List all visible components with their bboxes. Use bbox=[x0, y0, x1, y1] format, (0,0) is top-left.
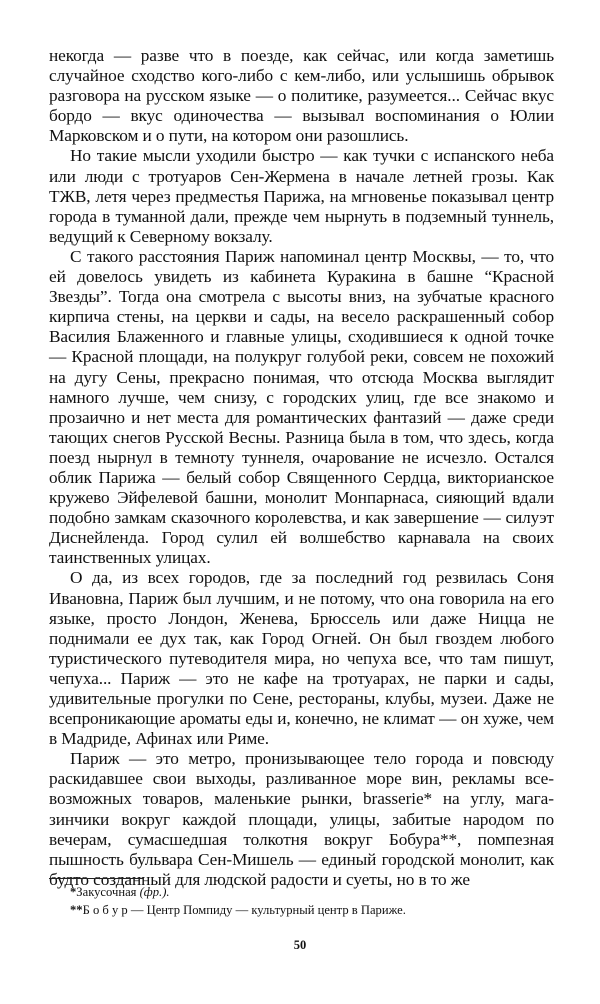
paragraph: С такого расстояния Париж напоминал центр Москвы, — то, что ей довелось увидеть из кабинета Куракина в башне “Красной Звезды”. Тогда она смотрела с высоты вниз, на зубчатые красного кирпича стены, на церкви и сады, на весело раскрашенный собор Василия Блаженного и главные улицы, сходившиеся к одной точке — Красной площади, на полукруг голубой реки, совсем не похожий на дугу Сены, прекрасно понимая, что отсюда Москва выглядит намного лучше, чем снизу, с городских улиц, где все знакомо и прозаично и нет места для романтических фантазий — даже среди тающих снегов Русской Весны. Разница была в том, что здесь, когда поезд нырнул в темноту туннеля, очарование не исчезло. Остался облик Парижа — белый собор Священного Сердца, викторианское кружево Эйфелевой башни, монолит Монпарнаса, сияющий вдали подобно замкам сказочного королевства, и как завершение — силуэт Диснейленда. Город сулил ей волшебство карнавала на своих таинственных улицах. bbox=[49, 246, 554, 568]
footnote-mark: * bbox=[70, 885, 77, 899]
footnote-divider bbox=[49, 878, 143, 879]
footnote-term: Б о б у р bbox=[82, 902, 128, 917]
footnote-term: Закусочная bbox=[76, 885, 137, 899]
footnote-note: — Центр Помпиду — культурный центр в Париже. bbox=[130, 902, 406, 917]
body-text bbox=[49, 46, 554, 890]
page-number: 50 bbox=[293, 938, 307, 952]
footnote-note: (фр.). bbox=[139, 885, 170, 899]
footnote bbox=[49, 884, 554, 902]
footnote bbox=[49, 902, 554, 920]
footnote-mark: ** bbox=[70, 902, 83, 917]
paragraph: Париж — это метро, пронизывающее тело города и повсюду раскидавшее свои выходы, разливанное море вин, рекламы всевозможных товаров, маленькие рынки, brasserie* на углу, магазинчики вокруг каждой площади, улицы, забитые народом по вечерам, сумасшедшая толкотня вокруг Бобура**, помпезная пышность бульвара Сен‑Мишель — единый городской монолит, как будто созданный для людской радости и суеты, но в то же bbox=[49, 749, 554, 889]
paragraph: Но такие мысли уходили быстро — как тучки с испанского неба или люди с тротуаров Сен‑Жермена в начале летней грозы. Как ТЖВ, летя через предместья Парижа, на мгновенье показывал центр города в туманной дали, прежде чем нырнуть в подземный туннель, ведущий к Северному вокзалу. bbox=[49, 146, 554, 246]
footnotes bbox=[49, 884, 554, 919]
paragraph: некогда — разве что в поезде, как сейчас, или когда заметишь случайное сходство кого‑либо с кем‑либо, или услышишь обрывок разговора на русском языке — о политике, разумеется... Сейчас вкус бордо — вкус одиночества — вызывал воспоминания о Юлии Марковском и о пути, на котором они разошлись. bbox=[49, 46, 554, 146]
paragraph: О да, из всех городов, где за последний год резвилась Соня Ивановна, Париж был лучшим, и не потому, что она говорила на его языке, просто Лондон, Женева, Брюссель или даже Ницца не поднимали ее дух так, как Город Огней. Он был гвоздем любого туристического путеводителя мира, но чепуха все, что там пишут, чепуха... Париж — это не кафе на тротуарах, не парки и сады, удивительные прогулки по Сене, рестораны, клубы, музеи. Даже не всепроникающие ароматы еды и, конечно, не климат — он хуже, чем в Мадриде, Афинах или Риме. bbox=[49, 568, 554, 749]
